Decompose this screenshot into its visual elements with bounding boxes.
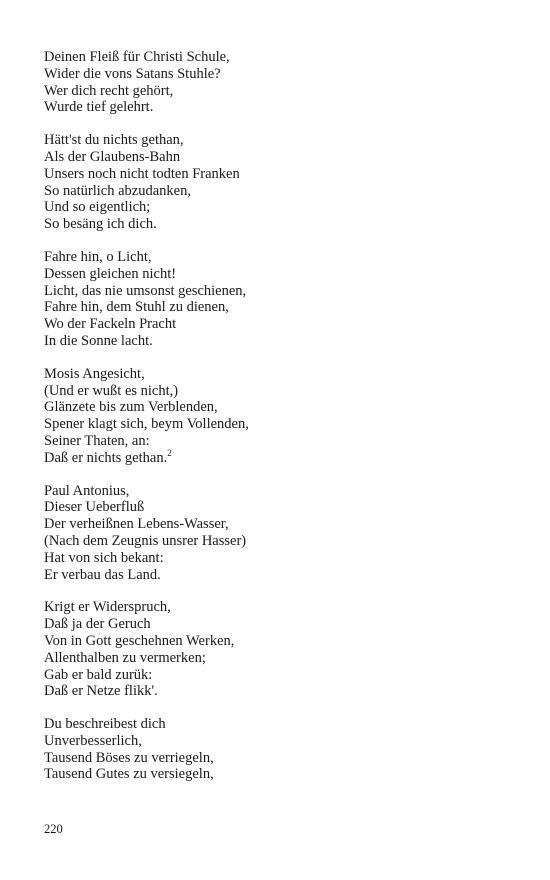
poem-line: Hat von sich bekant: [44,549,164,566]
poem-line: Dessen gleichen nicht! [44,265,177,282]
poem-line: Der verheißnen Lebens-Wasser, [44,516,229,533]
poem-line: Von in Gott geschehnen Werken, [44,632,235,649]
poem-line: Du beschreibest dich [44,716,166,733]
stanza-5 [44,483,524,584]
stanza-2 [44,132,524,233]
stanza-3 [44,249,524,350]
poem-line: Gab er bald zurük: [44,666,153,683]
stanza-1 [44,49,524,116]
stanza-4 [44,366,524,467]
stanza-7 [44,716,524,783]
poem-line: In die Sonne lacht. [44,332,153,349]
poem-line: Seiner Thaten, an: [44,432,150,449]
poem-line: So natürlich abzudanken, [44,182,191,199]
poem-line-text: Daß er nichts gethan. [44,449,168,466]
poem-line: Daß ja der Geruch [44,616,151,633]
poem-line: Wider die vons Satans Stuhle? [44,65,221,82]
poem-line: Spener klagt sich, beym Vollenden, [44,416,249,433]
poem-line: Paul Antonius, [44,482,130,499]
poem-line: Unverbesserlich, [44,732,142,749]
poem-line: Hätt'st du nichts gethan, [44,132,184,149]
poem-line: Und so eigentlich; [44,199,151,216]
poem-line: Tausend Gutes zu versiegeln, [44,766,214,783]
poem-line: Fahre hin, o Licht, [44,248,152,265]
poem-line: Unsers noch nicht todten Franken [44,165,240,182]
poem-line: Daß er Netze flikk'. [44,683,158,700]
poem-line: Dieser Ueberfluß [44,499,145,516]
stanza-6 [44,599,524,700]
footnote-marker: 2 [167,447,172,458]
poem-line: Wer dich recht gehört, [44,82,174,99]
page-number: 220 [44,822,63,836]
poem-line: Licht, das nie umsonst geschienen, [44,282,247,299]
poem-line [44,447,524,467]
poem-line: So besäng ich dich. [44,216,157,233]
poem-line: Wo der Fackeln Pracht [44,316,177,333]
poem-line: Fahre hin, dem Stuhl zu dienen, [44,299,229,316]
poem-line: Deinen Fleiß für Christi Schule, [44,49,230,65]
poem-line: (Nach dem Zeugnis unsrer Hasser) [44,532,247,549]
poem-body [44,49,524,799]
poem-line: Er verbau das Land. [44,566,161,583]
poem-line: Wurde tief gelehrt. [44,99,154,116]
poem-line: Glänzete bis zum Verblenden, [44,399,218,416]
poem-line: Allenthalben zu vermerken; [44,649,206,666]
poem-line: Tausend Böses zu verriegeln, [44,749,214,766]
poem-line: (Und er wußt es nicht,) [44,382,179,399]
poem-line: Als der Glaubens-Bahn [44,148,181,165]
poem-line: Mosis Angesicht, [44,365,145,382]
poem-line: Krigt er Widerspruch, [44,599,171,616]
